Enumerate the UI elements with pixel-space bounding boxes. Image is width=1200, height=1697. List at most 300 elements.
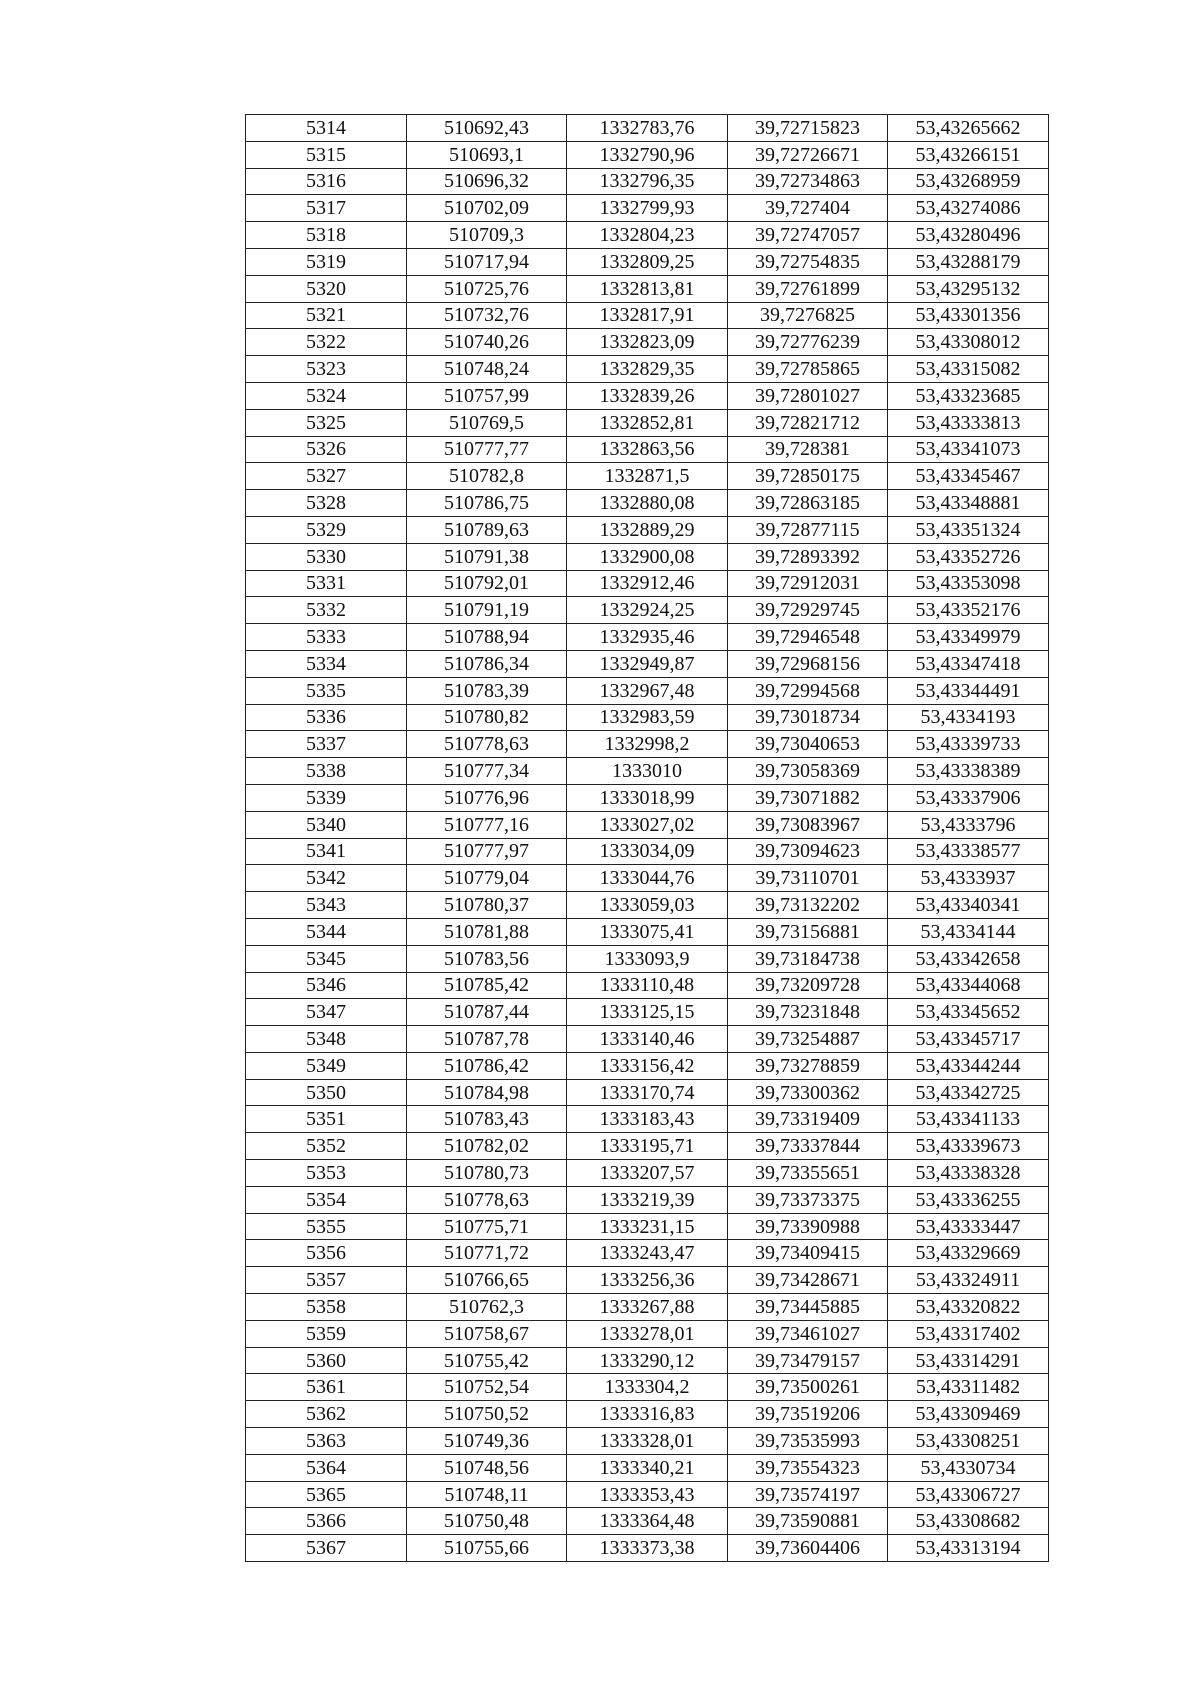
table-row xyxy=(246,892,1049,919)
y-coordinate-cell: 1332949,87 xyxy=(567,650,728,677)
longitude-cell: 39,73254887 xyxy=(728,1026,888,1053)
latitude-cell: 53,43344068 xyxy=(888,972,1049,999)
longitude-cell: 39,72863185 xyxy=(728,490,888,517)
y-coordinate-cell: 1333156,42 xyxy=(567,1052,728,1079)
latitude-cell: 53,43337906 xyxy=(888,784,1049,811)
point-number-cell: 5338 xyxy=(246,758,407,785)
latitude-cell: 53,43268959 xyxy=(888,168,1049,195)
x-coordinate-cell: 510782,02 xyxy=(407,1133,567,1160)
table-row xyxy=(246,436,1049,463)
x-coordinate-cell: 510748,56 xyxy=(407,1454,567,1481)
y-coordinate-cell: 1332804,23 xyxy=(567,222,728,249)
table-row xyxy=(246,624,1049,651)
x-coordinate-cell: 510766,65 xyxy=(407,1267,567,1294)
point-number-cell: 5364 xyxy=(246,1454,407,1481)
point-number-cell: 5332 xyxy=(246,597,407,624)
x-coordinate-cell: 510777,77 xyxy=(407,436,567,463)
point-number-cell: 5365 xyxy=(246,1481,407,1508)
latitude-cell: 53,43349979 xyxy=(888,624,1049,651)
x-coordinate-cell: 510778,63 xyxy=(407,1186,567,1213)
table-row xyxy=(246,302,1049,329)
longitude-cell: 39,73461027 xyxy=(728,1320,888,1347)
table-row xyxy=(246,945,1049,972)
x-coordinate-cell: 510702,09 xyxy=(407,195,567,222)
latitude-cell: 53,43353098 xyxy=(888,570,1049,597)
latitude-cell: 53,43352176 xyxy=(888,597,1049,624)
longitude-cell: 39,72850175 xyxy=(728,463,888,490)
latitude-cell: 53,43315082 xyxy=(888,356,1049,383)
y-coordinate-cell: 1332871,5 xyxy=(567,463,728,490)
longitude-cell: 39,73071882 xyxy=(728,784,888,811)
y-coordinate-cell: 1332935,46 xyxy=(567,624,728,651)
y-coordinate-cell: 1332813,81 xyxy=(567,275,728,302)
point-number-cell: 5348 xyxy=(246,1026,407,1053)
y-coordinate-cell: 1332823,09 xyxy=(567,329,728,356)
table-row xyxy=(246,1508,1049,1535)
point-number-cell: 5346 xyxy=(246,972,407,999)
point-number-cell: 5367 xyxy=(246,1535,407,1562)
latitude-cell: 53,43266151 xyxy=(888,141,1049,168)
longitude-cell: 39,73574197 xyxy=(728,1481,888,1508)
longitude-cell: 39,73094623 xyxy=(728,838,888,865)
longitude-cell: 39,72785865 xyxy=(728,356,888,383)
y-coordinate-cell: 1333290,12 xyxy=(567,1347,728,1374)
x-coordinate-cell: 510777,16 xyxy=(407,811,567,838)
latitude-cell: 53,43347418 xyxy=(888,650,1049,677)
latitude-cell: 53,43340341 xyxy=(888,892,1049,919)
y-coordinate-cell: 1332829,35 xyxy=(567,356,728,383)
y-coordinate-cell: 1333075,41 xyxy=(567,918,728,945)
point-number-cell: 5316 xyxy=(246,168,407,195)
point-number-cell: 5356 xyxy=(246,1240,407,1267)
y-coordinate-cell: 1333316,83 xyxy=(567,1401,728,1428)
longitude-cell: 39,73500261 xyxy=(728,1374,888,1401)
longitude-cell: 39,73110701 xyxy=(728,865,888,892)
y-coordinate-cell: 1332809,25 xyxy=(567,248,728,275)
x-coordinate-cell: 510732,76 xyxy=(407,302,567,329)
latitude-cell: 53,43274086 xyxy=(888,195,1049,222)
table-row xyxy=(246,731,1049,758)
latitude-cell: 53,43295132 xyxy=(888,275,1049,302)
x-coordinate-cell: 510775,71 xyxy=(407,1213,567,1240)
y-coordinate-cell: 1333170,74 xyxy=(567,1079,728,1106)
y-coordinate-cell: 1333207,57 xyxy=(567,1160,728,1187)
y-coordinate-cell: 1333340,21 xyxy=(567,1454,728,1481)
latitude-cell: 53,43351324 xyxy=(888,516,1049,543)
point-number-cell: 5330 xyxy=(246,543,407,570)
longitude-cell: 39,73519206 xyxy=(728,1401,888,1428)
longitude-cell: 39,73554323 xyxy=(728,1454,888,1481)
latitude-cell: 53,43338328 xyxy=(888,1160,1049,1187)
table-row xyxy=(246,1454,1049,1481)
point-number-cell: 5319 xyxy=(246,248,407,275)
longitude-cell: 39,72994568 xyxy=(728,677,888,704)
table-row xyxy=(246,382,1049,409)
x-coordinate-cell: 510792,01 xyxy=(407,570,567,597)
point-number-cell: 5331 xyxy=(246,570,407,597)
latitude-cell: 53,43333813 xyxy=(888,409,1049,436)
longitude-cell: 39,73428671 xyxy=(728,1267,888,1294)
latitude-cell: 53,43345652 xyxy=(888,999,1049,1026)
latitude-cell: 53,43317402 xyxy=(888,1320,1049,1347)
y-coordinate-cell: 1333034,09 xyxy=(567,838,728,865)
point-number-cell: 5314 xyxy=(246,115,407,142)
y-coordinate-cell: 1333304,2 xyxy=(567,1374,728,1401)
longitude-cell: 39,73231848 xyxy=(728,999,888,1026)
y-coordinate-cell: 1333364,48 xyxy=(567,1508,728,1535)
point-number-cell: 5347 xyxy=(246,999,407,1026)
point-number-cell: 5322 xyxy=(246,329,407,356)
table-row xyxy=(246,329,1049,356)
point-number-cell: 5344 xyxy=(246,918,407,945)
table-row xyxy=(246,999,1049,1026)
x-coordinate-cell: 510779,04 xyxy=(407,865,567,892)
latitude-cell: 53,43301356 xyxy=(888,302,1049,329)
table-row xyxy=(246,1320,1049,1347)
point-number-cell: 5352 xyxy=(246,1133,407,1160)
longitude-cell: 39,73319409 xyxy=(728,1106,888,1133)
longitude-cell: 39,73390988 xyxy=(728,1213,888,1240)
table-row xyxy=(246,1160,1049,1187)
x-coordinate-cell: 510781,88 xyxy=(407,918,567,945)
x-coordinate-cell: 510693,1 xyxy=(407,141,567,168)
x-coordinate-cell: 510787,44 xyxy=(407,999,567,1026)
longitude-cell: 39,72776239 xyxy=(728,329,888,356)
point-number-cell: 5336 xyxy=(246,704,407,731)
longitude-cell: 39,72877115 xyxy=(728,516,888,543)
table-row xyxy=(246,570,1049,597)
longitude-cell: 39,72754835 xyxy=(728,248,888,275)
point-number-cell: 5317 xyxy=(246,195,407,222)
table-row xyxy=(246,1026,1049,1053)
longitude-cell: 39,72801027 xyxy=(728,382,888,409)
longitude-cell: 39,727404 xyxy=(728,195,888,222)
point-number-cell: 5341 xyxy=(246,838,407,865)
table-row xyxy=(246,1213,1049,1240)
latitude-cell: 53,43344491 xyxy=(888,677,1049,704)
point-number-cell: 5328 xyxy=(246,490,407,517)
point-number-cell: 5323 xyxy=(246,356,407,383)
x-coordinate-cell: 510769,5 xyxy=(407,409,567,436)
point-number-cell: 5366 xyxy=(246,1508,407,1535)
point-number-cell: 5355 xyxy=(246,1213,407,1240)
x-coordinate-cell: 510777,97 xyxy=(407,838,567,865)
point-number-cell: 5315 xyxy=(246,141,407,168)
point-number-cell: 5350 xyxy=(246,1079,407,1106)
longitude-cell: 39,72946548 xyxy=(728,624,888,651)
y-coordinate-cell: 1332889,29 xyxy=(567,516,728,543)
longitude-cell: 39,73445885 xyxy=(728,1294,888,1321)
latitude-cell: 53,43320822 xyxy=(888,1294,1049,1321)
y-coordinate-cell: 1333195,71 xyxy=(567,1133,728,1160)
y-coordinate-cell: 1332796,35 xyxy=(567,168,728,195)
longitude-cell: 39,72968156 xyxy=(728,650,888,677)
point-number-cell: 5339 xyxy=(246,784,407,811)
x-coordinate-cell: 510786,42 xyxy=(407,1052,567,1079)
longitude-cell: 39,728381 xyxy=(728,436,888,463)
y-coordinate-cell: 1333044,76 xyxy=(567,865,728,892)
x-coordinate-cell: 510778,63 xyxy=(407,731,567,758)
x-coordinate-cell: 510791,38 xyxy=(407,543,567,570)
latitude-cell: 53,43329669 xyxy=(888,1240,1049,1267)
longitude-cell: 39,72747057 xyxy=(728,222,888,249)
table-row xyxy=(246,1535,1049,1562)
table-row xyxy=(246,811,1049,838)
x-coordinate-cell: 510748,24 xyxy=(407,356,567,383)
table-row xyxy=(246,195,1049,222)
y-coordinate-cell: 1333018,99 xyxy=(567,784,728,811)
x-coordinate-cell: 510785,42 xyxy=(407,972,567,999)
table-row xyxy=(246,972,1049,999)
point-number-cell: 5334 xyxy=(246,650,407,677)
table-row xyxy=(246,1481,1049,1508)
y-coordinate-cell: 1333059,03 xyxy=(567,892,728,919)
point-number-cell: 5363 xyxy=(246,1428,407,1455)
x-coordinate-cell: 510757,99 xyxy=(407,382,567,409)
table-row xyxy=(246,838,1049,865)
x-coordinate-cell: 510758,67 xyxy=(407,1320,567,1347)
point-number-cell: 5326 xyxy=(246,436,407,463)
latitude-cell: 53,43280496 xyxy=(888,222,1049,249)
y-coordinate-cell: 1332924,25 xyxy=(567,597,728,624)
latitude-cell: 53,4334193 xyxy=(888,704,1049,731)
y-coordinate-cell: 1333010 xyxy=(567,758,728,785)
table-row xyxy=(246,1079,1049,1106)
longitude-cell: 39,72912031 xyxy=(728,570,888,597)
x-coordinate-cell: 510771,72 xyxy=(407,1240,567,1267)
x-coordinate-cell: 510784,98 xyxy=(407,1079,567,1106)
longitude-cell: 39,73058369 xyxy=(728,758,888,785)
latitude-cell: 53,43308012 xyxy=(888,329,1049,356)
latitude-cell: 53,4330734 xyxy=(888,1454,1049,1481)
table-row xyxy=(246,677,1049,704)
longitude-cell: 39,73479157 xyxy=(728,1347,888,1374)
longitude-cell: 39,72929745 xyxy=(728,597,888,624)
y-coordinate-cell: 1332998,2 xyxy=(567,731,728,758)
latitude-cell: 53,43342658 xyxy=(888,945,1049,972)
x-coordinate-cell: 510789,63 xyxy=(407,516,567,543)
x-coordinate-cell: 510748,11 xyxy=(407,1481,567,1508)
x-coordinate-cell: 510752,54 xyxy=(407,1374,567,1401)
y-coordinate-cell: 1333219,39 xyxy=(567,1186,728,1213)
latitude-cell: 53,43339673 xyxy=(888,1133,1049,1160)
latitude-cell: 53,43265662 xyxy=(888,115,1049,142)
x-coordinate-cell: 510777,34 xyxy=(407,758,567,785)
table-row xyxy=(246,865,1049,892)
longitude-cell: 39,73590881 xyxy=(728,1508,888,1535)
x-coordinate-cell: 510750,52 xyxy=(407,1401,567,1428)
table-row xyxy=(246,141,1049,168)
y-coordinate-cell: 1332967,48 xyxy=(567,677,728,704)
latitude-cell: 53,43339733 xyxy=(888,731,1049,758)
y-coordinate-cell: 1333353,43 xyxy=(567,1481,728,1508)
latitude-cell: 53,43324911 xyxy=(888,1267,1049,1294)
y-coordinate-cell: 1333231,15 xyxy=(567,1213,728,1240)
longitude-cell: 39,73018734 xyxy=(728,704,888,731)
latitude-cell: 53,43348881 xyxy=(888,490,1049,517)
longitude-cell: 39,7276825 xyxy=(728,302,888,329)
x-coordinate-cell: 510786,75 xyxy=(407,490,567,517)
longitude-cell: 39,73409415 xyxy=(728,1240,888,1267)
longitude-cell: 39,73132202 xyxy=(728,892,888,919)
table-row xyxy=(246,597,1049,624)
longitude-cell: 39,73083967 xyxy=(728,811,888,838)
table-row xyxy=(246,1186,1049,1213)
point-number-cell: 5327 xyxy=(246,463,407,490)
table-row xyxy=(246,1347,1049,1374)
table-row xyxy=(246,222,1049,249)
longitude-cell: 39,72761899 xyxy=(728,275,888,302)
table-row xyxy=(246,168,1049,195)
table-row xyxy=(246,115,1049,142)
y-coordinate-cell: 1333027,02 xyxy=(567,811,728,838)
point-number-cell: 5361 xyxy=(246,1374,407,1401)
y-coordinate-cell: 1333093,9 xyxy=(567,945,728,972)
longitude-cell: 39,73156881 xyxy=(728,918,888,945)
x-coordinate-cell: 510786,34 xyxy=(407,650,567,677)
x-coordinate-cell: 510780,82 xyxy=(407,704,567,731)
point-number-cell: 5325 xyxy=(246,409,407,436)
latitude-cell: 53,43309469 xyxy=(888,1401,1049,1428)
x-coordinate-cell: 510692,43 xyxy=(407,115,567,142)
point-number-cell: 5345 xyxy=(246,945,407,972)
x-coordinate-cell: 510762,3 xyxy=(407,1294,567,1321)
longitude-cell: 39,72715823 xyxy=(728,115,888,142)
longitude-cell: 39,73604406 xyxy=(728,1535,888,1562)
point-number-cell: 5354 xyxy=(246,1186,407,1213)
latitude-cell: 53,4334144 xyxy=(888,918,1049,945)
point-number-cell: 5320 xyxy=(246,275,407,302)
x-coordinate-cell: 510725,76 xyxy=(407,275,567,302)
y-coordinate-cell: 1332783,76 xyxy=(567,115,728,142)
table-row xyxy=(246,275,1049,302)
latitude-cell: 53,4333937 xyxy=(888,865,1049,892)
table-row xyxy=(246,784,1049,811)
latitude-cell: 53,43311482 xyxy=(888,1374,1049,1401)
coordinates-table xyxy=(245,114,1049,1562)
longitude-cell: 39,72821712 xyxy=(728,409,888,436)
longitude-cell: 39,72734863 xyxy=(728,168,888,195)
table-row xyxy=(246,248,1049,275)
table-row xyxy=(246,356,1049,383)
x-coordinate-cell: 510709,3 xyxy=(407,222,567,249)
x-coordinate-cell: 510750,48 xyxy=(407,1508,567,1535)
y-coordinate-cell: 1332912,46 xyxy=(567,570,728,597)
y-coordinate-cell: 1333373,38 xyxy=(567,1535,728,1562)
latitude-cell: 53,43345717 xyxy=(888,1026,1049,1053)
latitude-cell: 53,43338389 xyxy=(888,758,1049,785)
point-number-cell: 5357 xyxy=(246,1267,407,1294)
latitude-cell: 53,43338577 xyxy=(888,838,1049,865)
y-coordinate-cell: 1332839,26 xyxy=(567,382,728,409)
point-number-cell: 5360 xyxy=(246,1347,407,1374)
longitude-cell: 39,72726671 xyxy=(728,141,888,168)
longitude-cell: 39,72893392 xyxy=(728,543,888,570)
latitude-cell: 53,43336255 xyxy=(888,1186,1049,1213)
x-coordinate-cell: 510783,39 xyxy=(407,677,567,704)
table-row xyxy=(246,650,1049,677)
x-coordinate-cell: 510755,66 xyxy=(407,1535,567,1562)
latitude-cell: 53,43306727 xyxy=(888,1481,1049,1508)
latitude-cell: 53,43342725 xyxy=(888,1079,1049,1106)
latitude-cell: 53,43308682 xyxy=(888,1508,1049,1535)
y-coordinate-cell: 1332863,56 xyxy=(567,436,728,463)
y-coordinate-cell: 1332852,81 xyxy=(567,409,728,436)
latitude-cell: 53,43341073 xyxy=(888,436,1049,463)
table-row xyxy=(246,1240,1049,1267)
table-row xyxy=(246,516,1049,543)
latitude-cell: 53,43333447 xyxy=(888,1213,1049,1240)
point-number-cell: 5329 xyxy=(246,516,407,543)
point-number-cell: 5318 xyxy=(246,222,407,249)
longitude-cell: 39,73355651 xyxy=(728,1160,888,1187)
latitude-cell: 53,43288179 xyxy=(888,248,1049,275)
table-row xyxy=(246,1267,1049,1294)
y-coordinate-cell: 1332900,08 xyxy=(567,543,728,570)
point-number-cell: 5342 xyxy=(246,865,407,892)
coordinates-table-body xyxy=(246,115,1049,1562)
point-number-cell: 5362 xyxy=(246,1401,407,1428)
longitude-cell: 39,73184738 xyxy=(728,945,888,972)
x-coordinate-cell: 510782,8 xyxy=(407,463,567,490)
x-coordinate-cell: 510783,43 xyxy=(407,1106,567,1133)
table-row xyxy=(246,1294,1049,1321)
y-coordinate-cell: 1332790,96 xyxy=(567,141,728,168)
table-row xyxy=(246,1401,1049,1428)
table-row xyxy=(246,1374,1049,1401)
longitude-cell: 39,73535993 xyxy=(728,1428,888,1455)
point-number-cell: 5340 xyxy=(246,811,407,838)
table-row xyxy=(246,758,1049,785)
x-coordinate-cell: 510788,94 xyxy=(407,624,567,651)
table-row xyxy=(246,1052,1049,1079)
x-coordinate-cell: 510787,78 xyxy=(407,1026,567,1053)
x-coordinate-cell: 510717,94 xyxy=(407,248,567,275)
longitude-cell: 39,73040653 xyxy=(728,731,888,758)
y-coordinate-cell: 1333243,47 xyxy=(567,1240,728,1267)
latitude-cell: 53,43341133 xyxy=(888,1106,1049,1133)
x-coordinate-cell: 510755,42 xyxy=(407,1347,567,1374)
point-number-cell: 5335 xyxy=(246,677,407,704)
y-coordinate-cell: 1332817,91 xyxy=(567,302,728,329)
table-row xyxy=(246,1106,1049,1133)
table-row xyxy=(246,463,1049,490)
y-coordinate-cell: 1332880,08 xyxy=(567,490,728,517)
point-number-cell: 5358 xyxy=(246,1294,407,1321)
x-coordinate-cell: 510740,26 xyxy=(407,329,567,356)
longitude-cell: 39,73278859 xyxy=(728,1052,888,1079)
latitude-cell: 53,43308251 xyxy=(888,1428,1049,1455)
y-coordinate-cell: 1333328,01 xyxy=(567,1428,728,1455)
point-number-cell: 5324 xyxy=(246,382,407,409)
x-coordinate-cell: 510776,96 xyxy=(407,784,567,811)
y-coordinate-cell: 1333267,88 xyxy=(567,1294,728,1321)
point-number-cell: 5343 xyxy=(246,892,407,919)
point-number-cell: 5337 xyxy=(246,731,407,758)
y-coordinate-cell: 1333256,36 xyxy=(567,1267,728,1294)
y-coordinate-cell: 1333110,48 xyxy=(567,972,728,999)
longitude-cell: 39,73300362 xyxy=(728,1079,888,1106)
x-coordinate-cell: 510749,36 xyxy=(407,1428,567,1455)
point-number-cell: 5321 xyxy=(246,302,407,329)
table-row xyxy=(246,409,1049,436)
longitude-cell: 39,73337844 xyxy=(728,1133,888,1160)
latitude-cell: 53,43323685 xyxy=(888,382,1049,409)
table-row xyxy=(246,704,1049,731)
table-row xyxy=(246,490,1049,517)
table-row xyxy=(246,1428,1049,1455)
latitude-cell: 53,43344244 xyxy=(888,1052,1049,1079)
